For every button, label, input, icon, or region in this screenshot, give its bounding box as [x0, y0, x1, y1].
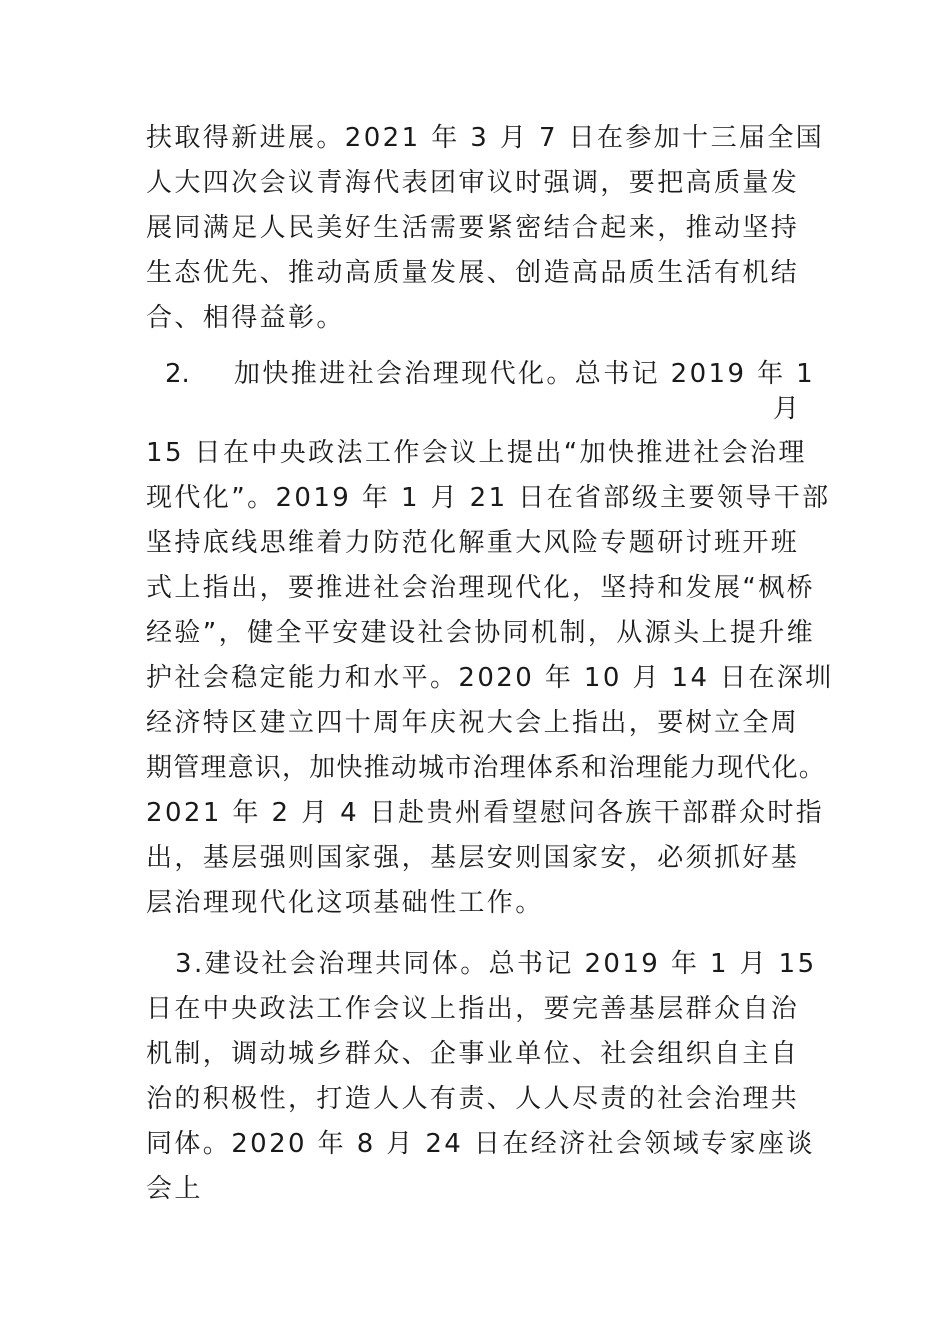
list-number: 2.: [165, 359, 190, 389]
paragraph-line: 2021 年 2 月 4 日赴贵州看望慰问各族干部群众时指: [146, 798, 825, 828]
paragraph-line: 治的积极性，打造人人有责、人人尽责的社会治理共: [146, 1084, 800, 1114]
paragraph-line: 扶取得新进展。2021 年 3 月 7 日在参加十三届全国: [146, 123, 825, 153]
paragraph-line: 现代化”。2019 年 1 月 21 日在省部级主要领导干部: [146, 483, 831, 513]
paragraph-line: 经济特区建立四十周年庆祝大会上指出，要树立全周: [146, 708, 800, 738]
paragraph-line: 同体。2020 年 8 月 24 日在经济社会领域专家座谈: [146, 1129, 815, 1159]
paragraph-line: 出，基层强则国家强，基层安则国家安，必须抓好基: [146, 843, 800, 873]
paragraph-line: 坚持底线思维着力防范化解重大风险专题研讨班开班: [146, 528, 800, 558]
paragraph-line: 护社会稳定能力和水平。2020 年 10 月 14 日在深圳: [146, 663, 834, 693]
list-heading-line: 3.建设社会治理共同体。总书记 2019 年 1 月 15: [175, 949, 817, 979]
paragraph-line: 会上: [146, 1174, 203, 1204]
paragraph-line: 合、相得益彰。: [146, 303, 345, 333]
paragraph-line: 层治理现代化这项基础性工作。: [146, 888, 544, 918]
wrapped-character: 月: [773, 394, 800, 424]
paragraph-line: 生态优先、推动高质量发展、创造高品质生活有机结: [146, 258, 800, 288]
paragraph-line: 展同满足人民美好生活需要紧密结合起来，推动坚持: [146, 213, 800, 243]
paragraph-line: 人大四次会议青海代表团审议时强调，要把高质量发: [146, 168, 800, 198]
paragraph-line: 式上指出，要推进社会治理现代化，坚持和发展“枫桥: [146, 573, 816, 603]
list-heading-line: 加快推进社会治理现代化。总书记 2019 年 1: [234, 359, 816, 389]
paragraph-line: 经验”，健全平安建设社会协同机制，从源头上提升维: [146, 618, 816, 648]
paragraph-line: 日在中央政法工作会议上指出，要完善基层群众自治: [146, 994, 800, 1024]
paragraph-line: 机制，调动城乡群众、企事业单位、社会组织自主自: [146, 1039, 800, 1069]
paragraph-line: 15 日在中央政法工作会议上提出“加快推进社会治理: [146, 438, 807, 468]
paragraph-line: 期管理意识，加快推动城市治理体系和治理能力现代化。: [146, 753, 827, 783]
